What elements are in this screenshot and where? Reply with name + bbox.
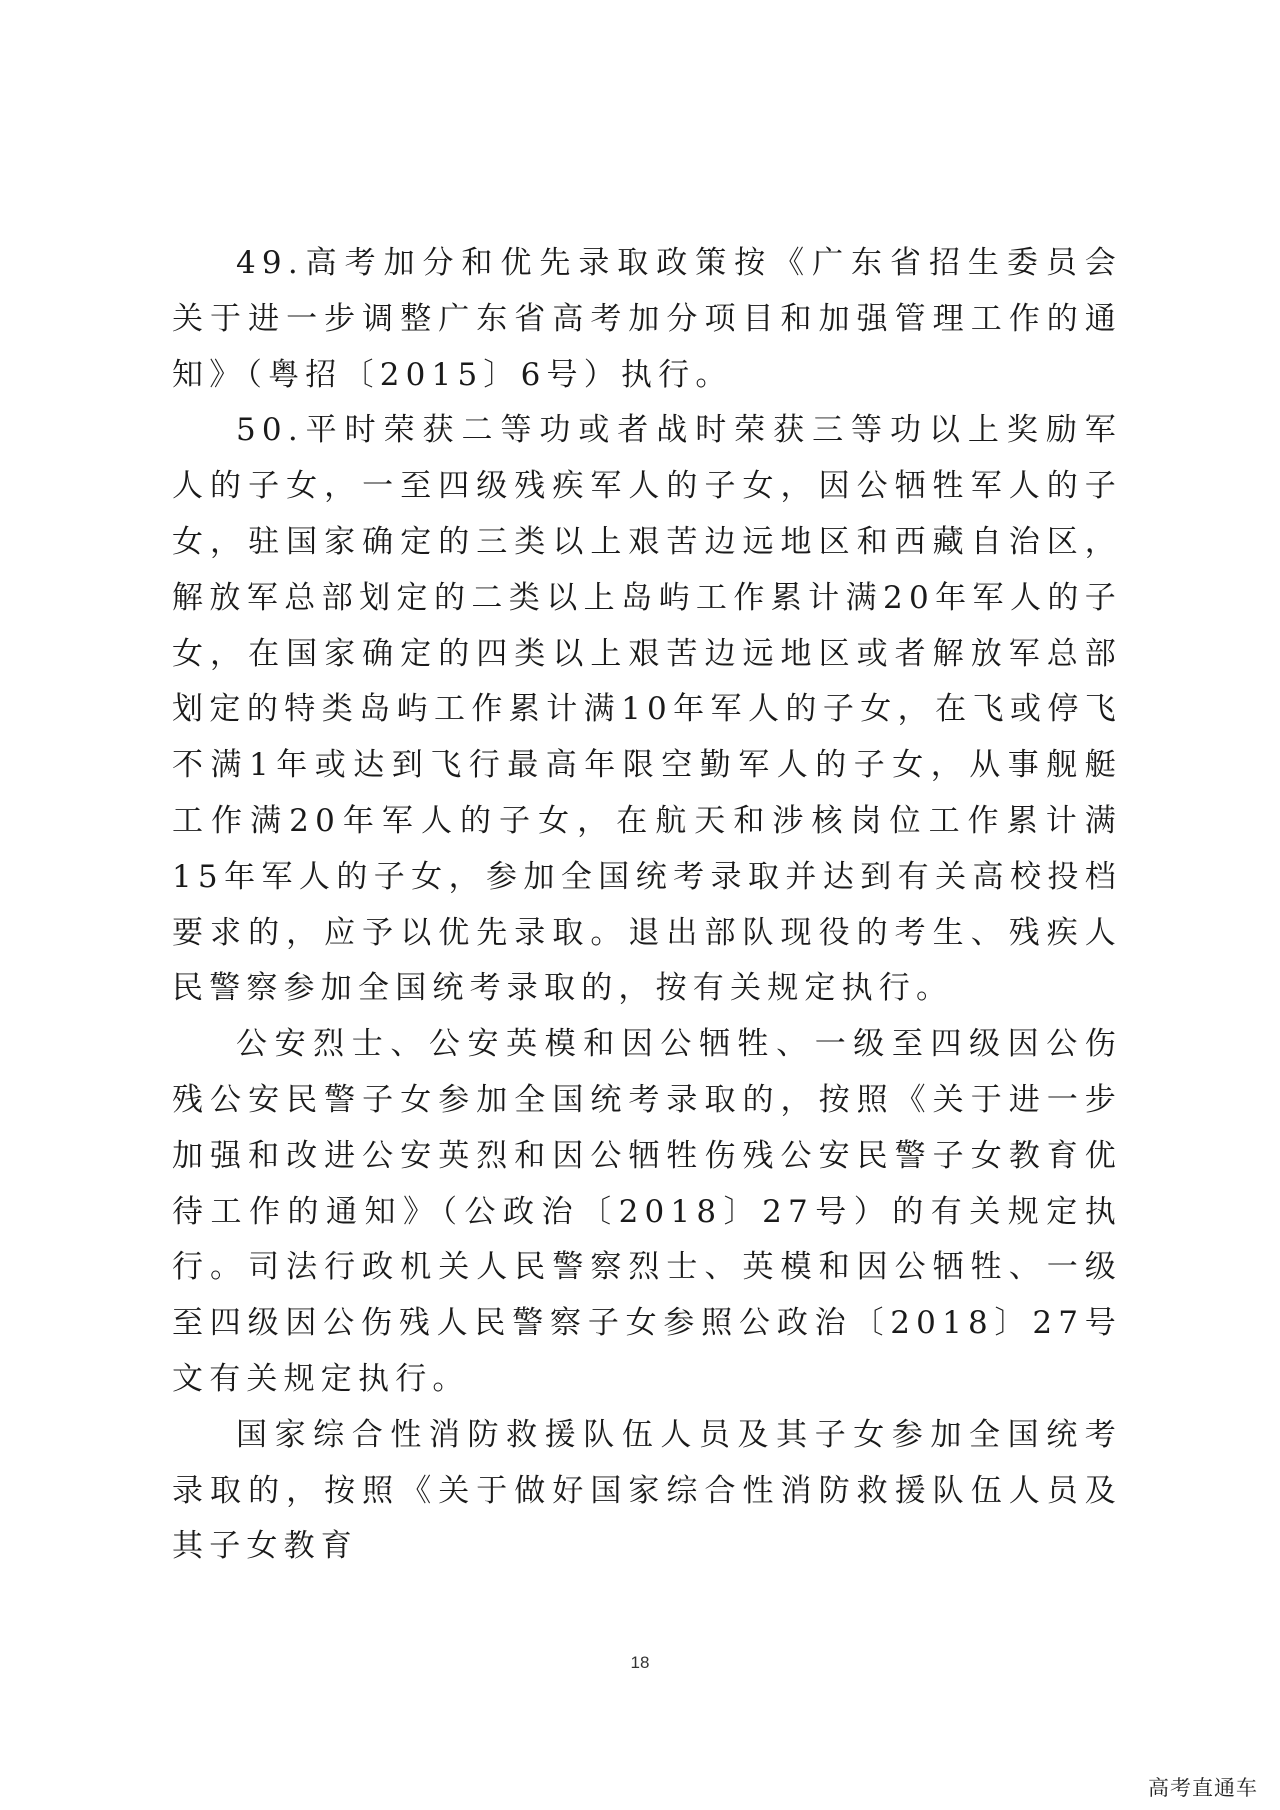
paragraph-police: 公安烈士、公安英模和因公牺牲、一级至四级因公伤残公安民警子女参加全国统考录取的，按照《关于进一步加强和改进公安英烈和因公牺牲伤残公安民警子女教育优待工作的通知》（公政治〔2018〕27号）的有关规定执行。司法行政机关人民警察烈士、英模和因公牺牲、一级至四级因公伤残人民警察子女参照公政治〔2018〕27号文有关规定执行。 (172, 1026, 1122, 1397)
watermark: 高考直通车 (1148, 1776, 1258, 1800)
document-body (172, 236, 1122, 1575)
page-number: 18 (630, 1653, 650, 1672)
paragraph-50: 50.平时荣获二等功或者战时荣获三等功以上奖励军人的子女，一至四级残疾军人的子女，因公牺牲军人的子女，驻国家确定的三类以上艰苦边远地区和西藏自治区，解放军总部划定的二类以上岛屿工作累计满20年军人的子女，在国家确定的四类以上艰苦边远地区或者解放军总部划定的特类岛屿工作累计满10年军人的子女，在飞或停飞不满1年或达到飞行最高年限空勤军人的子女，从事舰艇工作满20年军人的子女，在航天和涉核岗位工作累计满15年军人的子女，参加全国统考录取并达到有关高校投档要求的，应予以优先录取。退出部队现役的考生、残疾人民警察参加全国统考录取的，按有关规定执行。 (172, 412, 1122, 1007)
paragraph-fire-rescue: 国家综合性消防救援队伍人员及其子女参加全国统考录取的，按照《关于做好国家综合性消防救援队伍人员及其子女教育 (172, 1416, 1122, 1565)
paragraph-49: 49.高考加分和优先录取政策按《广东省招生委员会关于进一步调整广东省高考加分项目和加强管理工作的通知》（粤招〔2015〕6号）执行。 (172, 245, 1122, 393)
